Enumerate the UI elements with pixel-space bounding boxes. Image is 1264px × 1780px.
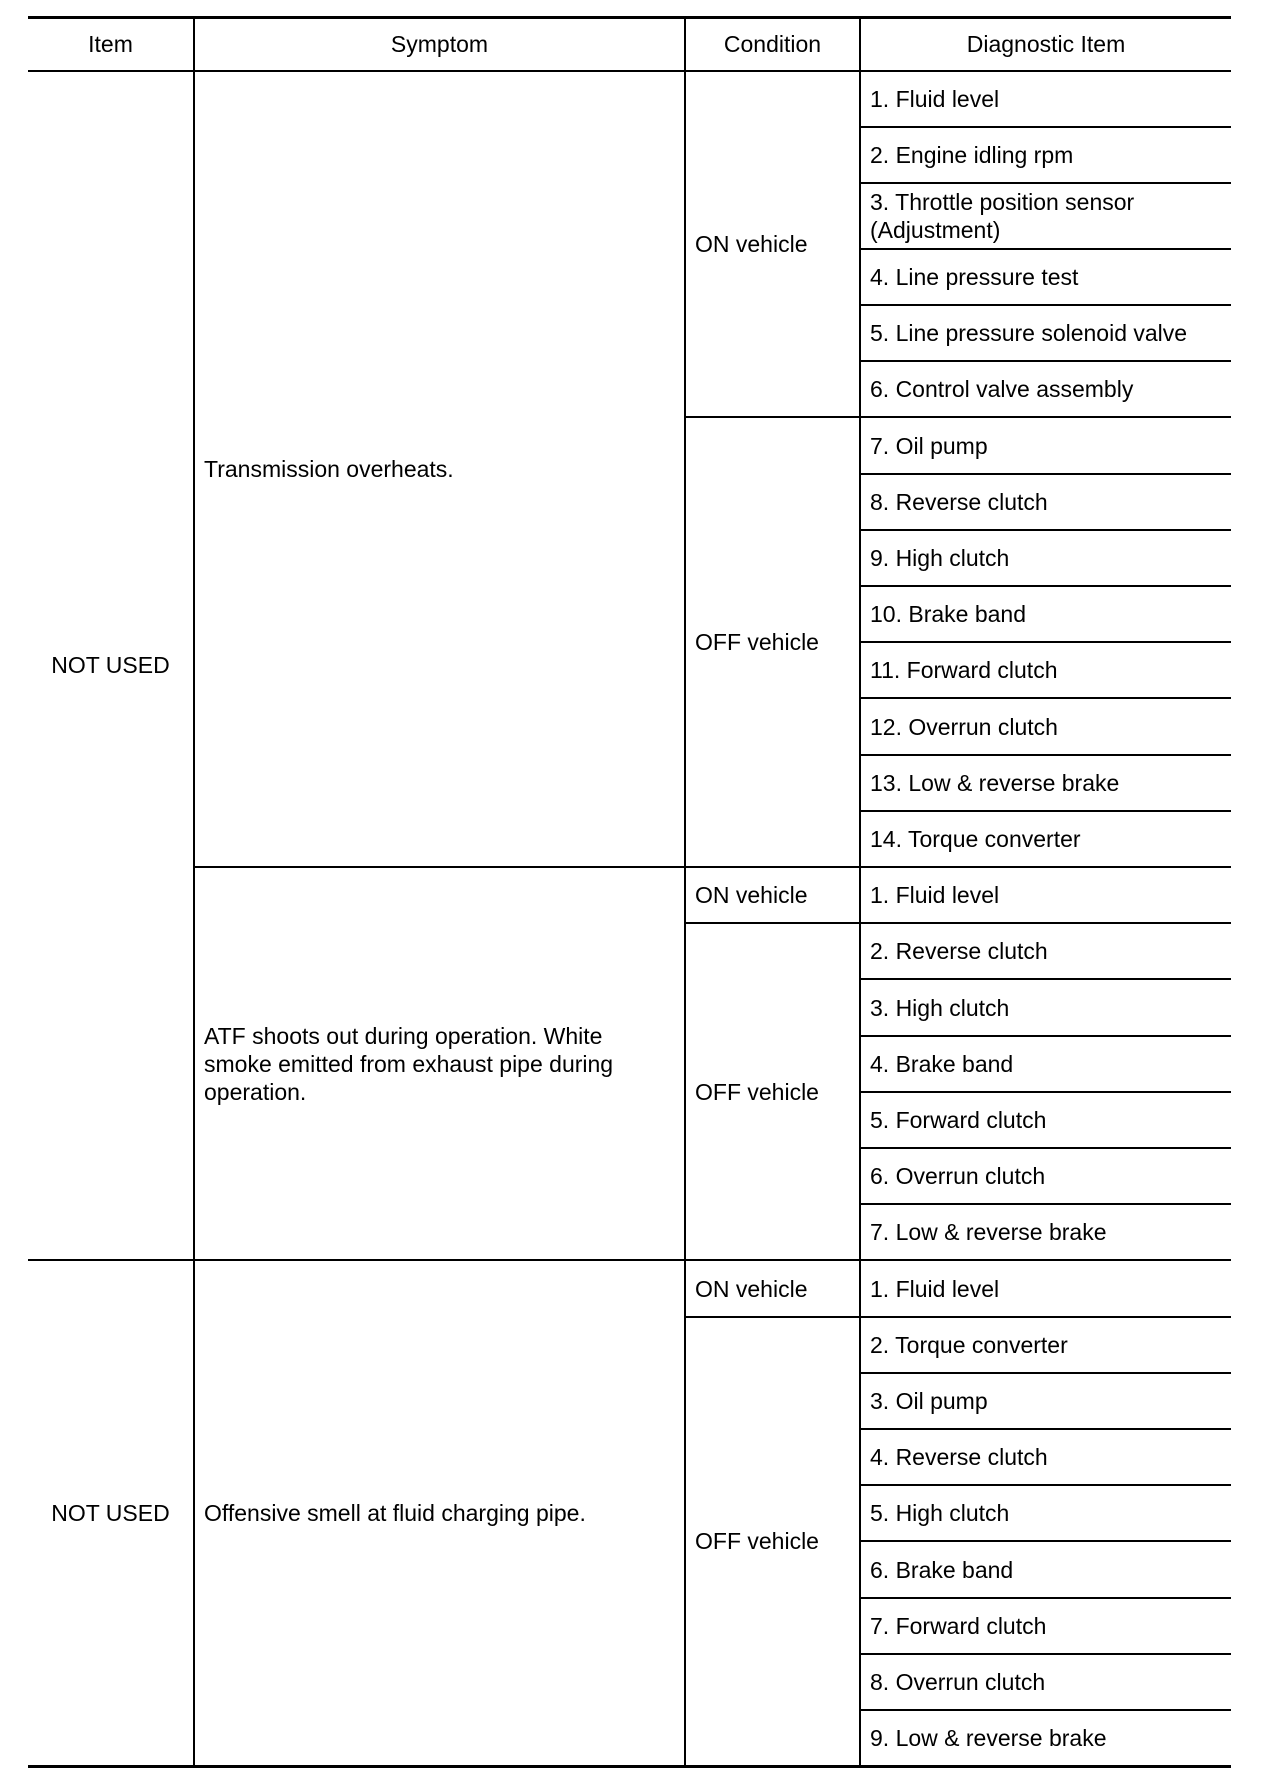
diagnostic-cell: 7. Oil pump: [860, 417, 1231, 473]
header-row: [28, 18, 1231, 71]
diagnostic-cell: 5. Line pressure solenoid valve: [860, 305, 1231, 361]
diagnostic-cell: 6. Overrun clutch: [860, 1148, 1231, 1204]
diagnostic-cell: 10. Brake band: [860, 586, 1231, 642]
diagnostic-cell: 12. Overrun clutch: [860, 698, 1231, 754]
diagnostic-table: [28, 16, 1231, 1768]
diagnostic-cell: 9. High clutch: [860, 530, 1231, 586]
diagnostic-cell: 8. Reverse clutch: [860, 474, 1231, 530]
table-row: [28, 71, 1231, 127]
diagnostic-cell: 5. Forward clutch: [860, 1092, 1231, 1148]
diagnostic-cell: 13. Low & reverse brake: [860, 755, 1231, 811]
diagnostic-cell: 4. Reverse clutch: [860, 1429, 1231, 1485]
diagnostic-cell: 5. High clutch: [860, 1485, 1231, 1541]
diagnostic-cell: 8. Overrun clutch: [860, 1654, 1231, 1710]
header-diagnostic-item: Diagnostic Item: [860, 18, 1231, 71]
condition-cell: ON vehicle: [685, 867, 860, 923]
table-row: [28, 1260, 1231, 1316]
condition-cell: ON vehicle: [685, 71, 860, 418]
diagnostic-cell: 4. Line pressure test: [860, 249, 1231, 305]
symptom-cell: Transmission overheats.: [194, 71, 685, 868]
diagnostic-cell: 2. Engine idling rpm: [860, 127, 1231, 183]
condition-cell: OFF vehicle: [685, 923, 860, 1260]
diagnostic-cell: 1. Fluid level: [860, 1260, 1231, 1316]
table-row: [28, 867, 1231, 923]
diagnostic-cell: 6. Brake band: [860, 1541, 1231, 1597]
diagnostic-cell: 14. Torque converter: [860, 811, 1231, 867]
symptom-cell: ATF shoots out during operation. White smoke emitted from exhaust pipe during operation.: [194, 867, 685, 1260]
diagnostic-cell: 2. Torque converter: [860, 1317, 1231, 1373]
condition-cell: OFF vehicle: [685, 417, 860, 867]
diagnostic-cell: 6. Control valve assembly: [860, 361, 1231, 417]
diagnostic-cell: 7. Low & reverse brake: [860, 1204, 1231, 1260]
header-item: Item: [28, 18, 194, 71]
condition-cell: OFF vehicle: [685, 1317, 860, 1767]
condition-cell: ON vehicle: [685, 1260, 860, 1316]
symptom-cell: Offensive smell at fluid charging pipe.: [194, 1260, 685, 1766]
diagnostic-cell: 1. Fluid level: [860, 867, 1231, 923]
diagnostic-cell: 7. Forward clutch: [860, 1598, 1231, 1654]
item-cell: NOT USED: [28, 1260, 194, 1766]
diagnostic-cell: 9. Low & reverse brake: [860, 1710, 1231, 1766]
diagnostic-cell: 11. Forward clutch: [860, 642, 1231, 698]
item-cell: NOT USED: [28, 71, 194, 1261]
header-symptom: Symptom: [194, 18, 685, 71]
diagnostic-cell: 4. Brake band: [860, 1036, 1231, 1092]
diagnostic-cell: 1. Fluid level: [860, 71, 1231, 127]
header-condition: Condition: [685, 18, 860, 71]
diagnostic-cell: 3. Oil pump: [860, 1373, 1231, 1429]
diagnostic-cell: 2. Reverse clutch: [860, 923, 1231, 979]
diagnostic-cell: 3. High clutch: [860, 979, 1231, 1035]
diagnostic-cell: 3. Throttle position sensor (Adjustment): [860, 183, 1231, 249]
